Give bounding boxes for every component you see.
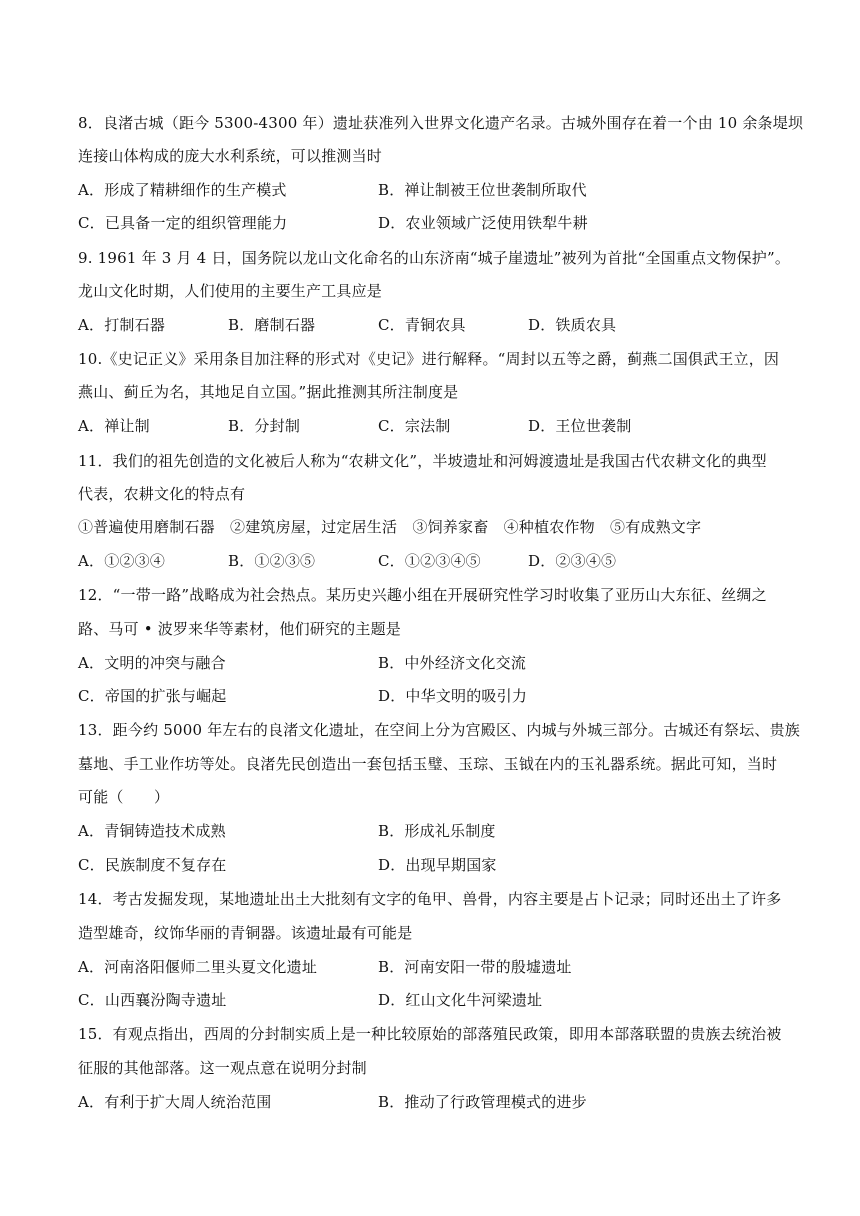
question-11-stem-line-2: 代表，农耕文化的特点有: [78, 485, 246, 503]
question-13-option-d: D．出现早期国家: [378, 856, 497, 874]
question-13-option-c: C．民族制度不复存在: [78, 856, 227, 874]
question-13-stem-line-1: 13．距今约 5000 年左右的良渚文化遗址，在空间上分为宫殿区、内城与外城三部分。古城还有祭坛、贵族: [78, 721, 801, 739]
question-12-option-c: C．帝国的扩张与崛起: [78, 687, 227, 705]
question-11-option-a: A．①②③④: [78, 552, 166, 570]
question-14-option-a: A．河南洛阳偃师二里头夏文化遗址: [78, 958, 318, 976]
question-12-option-a: A．文明的冲突与融合: [78, 654, 226, 672]
question-8-option-c: C．已具备一定的组织管理能力: [78, 214, 288, 232]
question-12-option-d: D．中华文明的吸引力: [378, 687, 528, 705]
question-10-stem-line-1: 10.《史记正义》采用条目加注释的形式对《史记》进行解释。“周封以五等之爵，蓟燕二国俱武王立，因: [78, 350, 780, 368]
question-9-option-c: C．青铜农具: [378, 316, 466, 334]
question-12-stem-line-1: 12．“一带一路”战略成为社会热点。某历史兴趣小组在开展研究性学习时收集了亚历山大东征、丝绸之: [78, 586, 767, 604]
question-11-option-b: B．①②③⑤: [228, 552, 316, 570]
question-14-stem-line-2: 造型雄奇，纹饰华丽的青铜器。该遗址最有可能是: [78, 924, 413, 942]
question-9-stem-line-2: 龙山文化时期，人们使用的主要生产工具应是: [78, 282, 383, 300]
question-9-stem-line-1: 9. 1961 年 3 月 4 日，国务院以龙山文化命名的山东济南“城子崖遗址”被列为首批“全国重点文物保护”。: [78, 249, 791, 267]
question-14-stem-line-1: 14．考古发掘发现，某地遗址出土大批刻有文字的龟甲、兽骨，内容主要是占卜记录；同时还出土了许多: [78, 890, 782, 908]
question-9-option-b: B．磨制石器: [228, 316, 316, 334]
question-13-option-b: B．形成礼乐制度: [378, 822, 496, 840]
question-8-stem-line-1: 8．良渚古城（距今 5300-4300 年）遗址获准列入世界文化遗产名录。古城外围存在着一个由 10 余条堤坝: [78, 114, 804, 132]
question-14-option-c: C．山西襄汾陶寺遗址: [78, 991, 227, 1009]
question-14-option-d: D．红山文化牛河梁遗址: [378, 991, 543, 1009]
question-11-stem-line-1: 11．我们的祖先创造的文化被后人称为“农耕文化”，半坡遗址和河姆渡遗址是我国古代农耕文化的典型: [78, 452, 767, 470]
question-10-option-d: D．王位世袭制: [528, 417, 632, 435]
question-13-option-a: A．青铜铸造技术成熟: [78, 822, 226, 840]
question-8-stem-line-2: 连接山体构成的庞大水利系统，可以推测当时: [78, 147, 383, 165]
question-15-stem-line-2: 征服的其他部落。这一观点意在说明分封制: [78, 1059, 367, 1077]
question-15-stem-line-1: 15．有观点指出，西周的分封制实质上是一种比较原始的部落殖民政策，即用本部落联盟的贵族去统治被: [78, 1025, 782, 1043]
question-12-option-b: B．中外经济文化交流: [378, 654, 527, 672]
question-11-option-c: C．①②③④⑤: [378, 552, 481, 570]
question-12-stem-line-2: 路、马可 • 波罗来华等素材，他们研究的主题是: [78, 620, 401, 638]
question-10-stem-line-2: 燕山、蓟丘为名，其地足自立国。”据此推测其所注制度是: [78, 383, 459, 401]
question-9-option-a: A．打制石器: [78, 316, 166, 334]
question-15-option-a: A．有利于扩大周人统治范围: [78, 1093, 272, 1111]
question-10-option-a: A．禅让制: [78, 417, 150, 435]
question-13-stem-line-3: 可能（ ）: [78, 788, 170, 806]
question-14-option-b: B．河南安阳一带的殷墟遗址: [378, 958, 572, 976]
question-13-stem-line-2: 墓地、手工业作坊等处。良渚先民创造出一套包括玉璧、玉琮、玉钺在内的玉礼器系统。据此可知，当时: [78, 755, 778, 773]
question-15-option-b: B．推动了行政管理模式的进步: [378, 1093, 587, 1111]
question-8-option-b: B．禅让制被王位世袭制所取代: [378, 181, 587, 199]
question-11-option-d: D．②③④⑤: [528, 552, 617, 570]
question-10-option-b: B．分封制: [228, 417, 301, 435]
question-8-option-d: D．农业领域广泛使用铁犁牛耕: [378, 214, 588, 232]
question-9-option-d: D．铁质农具: [528, 316, 617, 334]
question-8-option-a: A．形成了精耕细作的生产模式: [78, 181, 287, 199]
question-10-option-c: C．宗法制: [378, 417, 451, 435]
question-11-stem-line-3: ①普遍使用磨制石器 ②建筑房屋，过定居生活 ③饲养家畜 ④种植农作物 ⑤有成熟文字: [78, 518, 702, 536]
